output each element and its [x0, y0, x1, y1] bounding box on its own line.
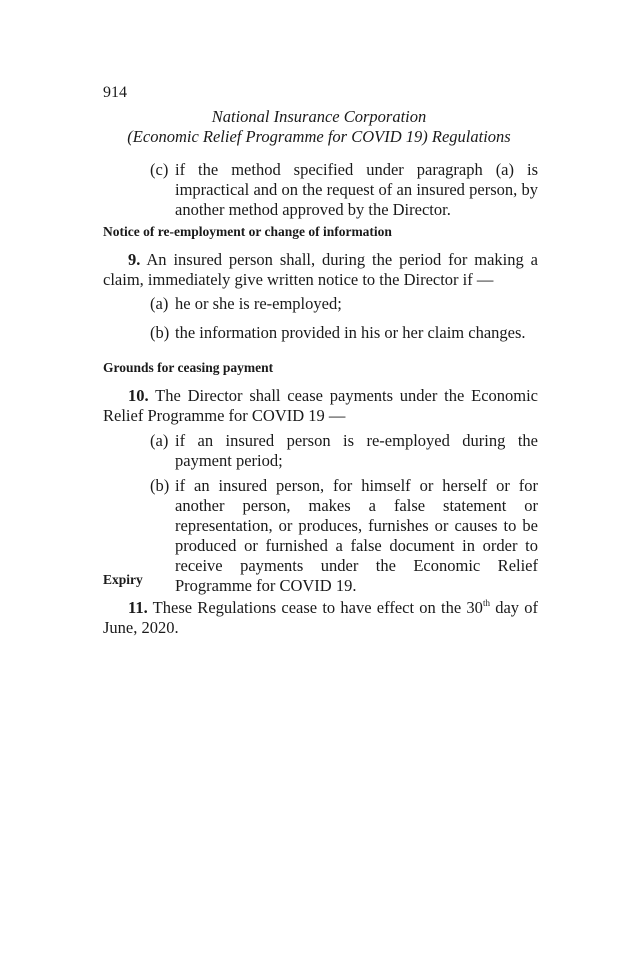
section-heading-grounds: Grounds for ceasing payment	[103, 360, 274, 375]
item-label: (b)	[150, 476, 170, 495]
section-heading-notice: Notice of re-employment or change of information	[103, 224, 392, 239]
section-10-item-b	[150, 476, 538, 596]
item-label: (a)	[150, 431, 169, 450]
section-body-end: day of June, 2020.	[103, 598, 539, 637]
section-10-text	[103, 386, 538, 426]
item-text: if an insured person is re-employed during the payment period;	[175, 431, 538, 470]
item-text: if an insured person, for himself or herself or for another person, makes a false statement or representation, or produces, furnishes or causes to be produced or furnished a false document in order to receive payments under the Economic Relief Programme for COVID 19.	[175, 476, 538, 595]
ordinal-superscript: th	[482, 598, 490, 608]
page-number: 914	[103, 84, 127, 101]
section-10-item-a	[150, 431, 538, 471]
paragraph-c	[150, 160, 538, 220]
section-9-text	[103, 250, 538, 290]
item-label: (b)	[150, 323, 170, 342]
section-9-item-b	[150, 323, 538, 343]
section-body: An insured person shall, during the period for making a claim, immediately give written notice to the Director if —	[103, 250, 538, 289]
section-number: 10.	[128, 386, 149, 405]
item-text: the information provided in his or her claim changes.	[175, 323, 526, 342]
running-header-subtitle: (Economic Relief Programme for COVID 19) Regulations	[127, 127, 511, 146]
section-9-item-a	[150, 294, 538, 314]
section-heading-expiry: Expiry	[103, 572, 143, 587]
item-label: (a)	[150, 294, 169, 313]
paragraph-text: if the method specified under paragraph (a) is impractical and on the request of an insured person, by another method approved by the Director.	[175, 160, 538, 219]
paragraph-label: (c)	[150, 160, 169, 179]
running-header-title: National Insurance Corporation	[211, 107, 427, 126]
section-11-text	[103, 598, 538, 638]
item-text: he or she is re-employed;	[175, 294, 342, 313]
section-body-start: These Regulations cease to have effect on the 30	[152, 598, 483, 617]
section-number: 9.	[128, 250, 141, 269]
section-number: 11.	[128, 598, 148, 617]
section-body: The Director shall cease payments under the Economic Relief Programme for COVID 19 —	[103, 386, 539, 425]
